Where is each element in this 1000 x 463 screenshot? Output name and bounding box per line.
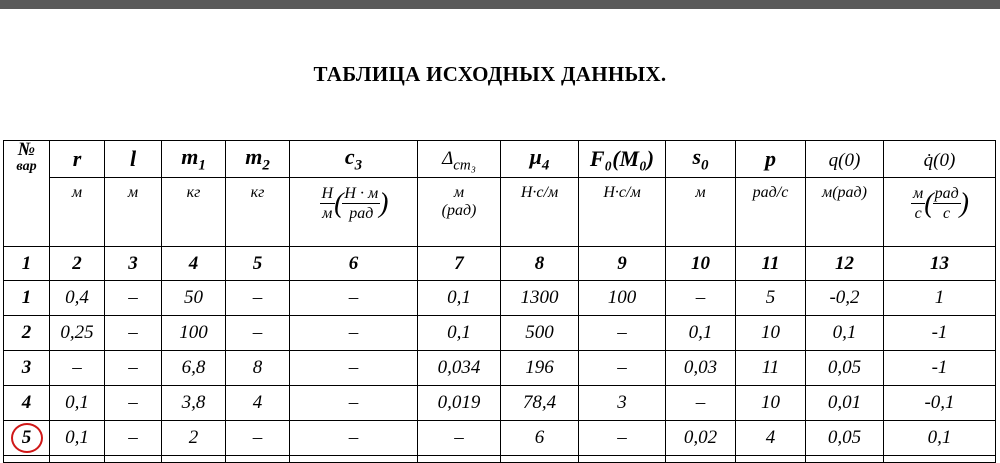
header-delta (418, 141, 501, 178)
unit-delta-line1: м (453, 184, 465, 201)
table-cell: – (418, 421, 501, 456)
variant-number: 4 (4, 386, 50, 421)
header-mu4-sub: 4 (541, 157, 550, 174)
table-cell: – (579, 351, 666, 386)
header-m2-text: m (245, 143, 263, 169)
header-m1-text: m (181, 143, 199, 169)
table-cell: 50 (162, 281, 226, 316)
column-number: 13 (884, 247, 996, 281)
unit-c3-inner-fraction (342, 184, 380, 223)
unit-delta (418, 178, 501, 247)
table-cell: -1 (884, 316, 996, 351)
table-cell: 0,25 (50, 316, 105, 351)
symbol-header-row (4, 141, 996, 178)
header-r-text: r (72, 146, 82, 171)
header-f0 (579, 141, 666, 178)
table-cell: – (105, 351, 162, 386)
page-title: ТАБЛИЦА ИСХОДНЫХ ДАННЫХ. (313, 62, 667, 86)
column-number: 10 (666, 247, 736, 281)
column-number-row (4, 247, 996, 281)
header-variant-cell (4, 141, 50, 247)
table-cell: – (105, 281, 162, 316)
table-cell: 100 (162, 316, 226, 351)
header-c3-sub: 3 (354, 157, 363, 174)
unit-delta-stack (442, 184, 477, 220)
table-cell: -0,2 (806, 281, 884, 316)
header-p (736, 141, 806, 178)
table-cell: – (226, 281, 290, 316)
table-cell: 0,05 (806, 421, 884, 456)
unit-s0: м (666, 178, 736, 247)
header-f0-text: F₀(M₀) (589, 146, 655, 171)
table-cell: 11 (736, 351, 806, 386)
header-s0 (666, 141, 736, 178)
table-cell: 0,02 (666, 421, 736, 456)
table-cell: – (290, 351, 418, 386)
table-cell: – (579, 421, 666, 456)
unit-c3-fraction (320, 184, 336, 223)
initial-data-table (3, 140, 996, 463)
table-cell: 4 (226, 386, 290, 421)
table-cell: 3 (579, 386, 666, 421)
units-header-row (4, 178, 996, 247)
variant-number-circled (4, 421, 50, 456)
column-number: 8 (501, 247, 579, 281)
table-cell: 1 (884, 281, 996, 316)
table-cell: – (290, 316, 418, 351)
header-number-sign: № (17, 140, 36, 160)
header-mu4 (501, 141, 579, 178)
header-s0-sub: 0 (701, 157, 709, 174)
table-cell: – (290, 281, 418, 316)
table-cell: 0,1 (418, 281, 501, 316)
table-cell: – (226, 316, 290, 351)
header-p-text: p (765, 146, 776, 171)
unit-m1: кг (162, 178, 226, 247)
unit-qdot0-inner-numerator: рад (934, 185, 959, 202)
red-circle-mark: 5 (11, 423, 43, 453)
column-number: 1 (4, 247, 50, 281)
table-cell: – (290, 421, 418, 456)
table-row (4, 351, 996, 386)
table-cell: 0,034 (418, 351, 501, 386)
unit-c3-numerator: Н (321, 185, 334, 202)
table-cell: 0,1 (418, 316, 501, 351)
table-cell: 0,4 (50, 281, 105, 316)
header-qdot0-text: q̇(0) (923, 150, 956, 171)
table-cell: 0,03 (666, 351, 736, 386)
table-row (4, 281, 996, 316)
table-cell: 6 (501, 421, 579, 456)
table-cell: – (579, 316, 666, 351)
table-cell: – (666, 281, 736, 316)
column-number: 4 (162, 247, 226, 281)
column-number: 12 (806, 247, 884, 281)
unit-qdot0-denominator: с (914, 205, 922, 222)
unit-r: м (50, 178, 105, 247)
header-c3 (290, 141, 418, 178)
table-cell: – (290, 386, 418, 421)
table-cell: – (105, 316, 162, 351)
unit-qdot0-inner-fraction (933, 184, 961, 223)
table-cell: – (666, 386, 736, 421)
table-cell: 0,05 (806, 351, 884, 386)
table-cell: 6,8 (162, 351, 226, 386)
table-cell: 196 (501, 351, 579, 386)
unit-m2: кг (226, 178, 290, 247)
table-cell: 3,8 (162, 386, 226, 421)
table-cell: 1300 (501, 281, 579, 316)
variant-number: 1 (4, 281, 50, 316)
table-cell: 4 (736, 421, 806, 456)
header-delta-text: Δ (442, 147, 454, 169)
column-number: 5 (226, 247, 290, 281)
table-row-highlighted (4, 421, 996, 456)
table-row (4, 386, 996, 421)
header-l (105, 141, 162, 178)
table-cell: 0,1 (50, 421, 105, 456)
table-row (4, 316, 996, 351)
header-m1-sub: 1 (198, 157, 206, 174)
table-cell: 0,1 (806, 316, 884, 351)
table-cell: 78,4 (501, 386, 579, 421)
unit-qdot0-numerator: м (913, 185, 924, 202)
unit-c3-inner-numerator: Н · м (344, 185, 379, 202)
table-cell: 0,1 (666, 316, 736, 351)
table-cell: 0,01 (806, 386, 884, 421)
table-cell: 100 (579, 281, 666, 316)
table-cell: 10 (736, 386, 806, 421)
header-c3-text: c (344, 143, 355, 169)
header-m2 (226, 141, 290, 178)
table-cell: 500 (501, 316, 579, 351)
header-delta-sub: ст₃ (453, 157, 476, 174)
header-q0-text: q(0) (828, 150, 861, 171)
table-cell: – (105, 386, 162, 421)
header-mu4-text: μ (529, 143, 542, 169)
unit-q0: м(рад) (806, 178, 884, 247)
table-cell: 8 (226, 351, 290, 386)
column-number: 6 (290, 247, 418, 281)
cut-off-row (4, 456, 996, 463)
unit-delta-line2: (рад) (441, 202, 477, 219)
unit-p: рад/с (736, 178, 806, 247)
table-cell: 10 (736, 316, 806, 351)
header-r (50, 141, 105, 178)
header-l-text: l (129, 146, 137, 171)
column-number: 11 (736, 247, 806, 281)
table-cell: 0,1 (884, 421, 996, 456)
table-cell: – (105, 421, 162, 456)
table-cell: -1 (884, 351, 996, 386)
column-number: 9 (579, 247, 666, 281)
variant-number: 2 (4, 316, 50, 351)
window-top-bar (0, 0, 1000, 9)
header-q0 (806, 141, 884, 178)
variant-number: 3 (4, 351, 50, 386)
header-qdot0 (884, 141, 996, 178)
unit-l: м (105, 178, 162, 247)
table-cell: – (226, 421, 290, 456)
column-number: 3 (105, 247, 162, 281)
unit-qdot0: $\frac{м}{с}$ ( $\frac{\text{рад}}{с}$ ) (884, 178, 996, 247)
unit-c3: $\frac{Н}{м}$ ( $\frac{Н \cdot м}{\text{рад}}$ ) (290, 178, 418, 247)
unit-c3-inner-denominator: рад (349, 205, 374, 222)
unit-f0: Н·с/м (579, 178, 666, 247)
column-number: 7 (418, 247, 501, 281)
header-variant-label: вар (16, 159, 37, 174)
table-cell: 0,019 (418, 386, 501, 421)
table-cell: 0,1 (50, 386, 105, 421)
unit-mu4: Н·с/м (501, 178, 579, 247)
header-m1 (162, 141, 226, 178)
table-cell: -0,1 (884, 386, 996, 421)
table-cell: 5 (736, 281, 806, 316)
table-cell: – (50, 351, 105, 386)
unit-qdot0-inner-denominator: с (943, 205, 951, 222)
table-cell: 2 (162, 421, 226, 456)
column-number: 2 (50, 247, 105, 281)
header-m2-sub: 2 (262, 157, 270, 174)
header-s0-text: s (692, 143, 702, 169)
unit-c3-denominator: м (322, 205, 333, 222)
